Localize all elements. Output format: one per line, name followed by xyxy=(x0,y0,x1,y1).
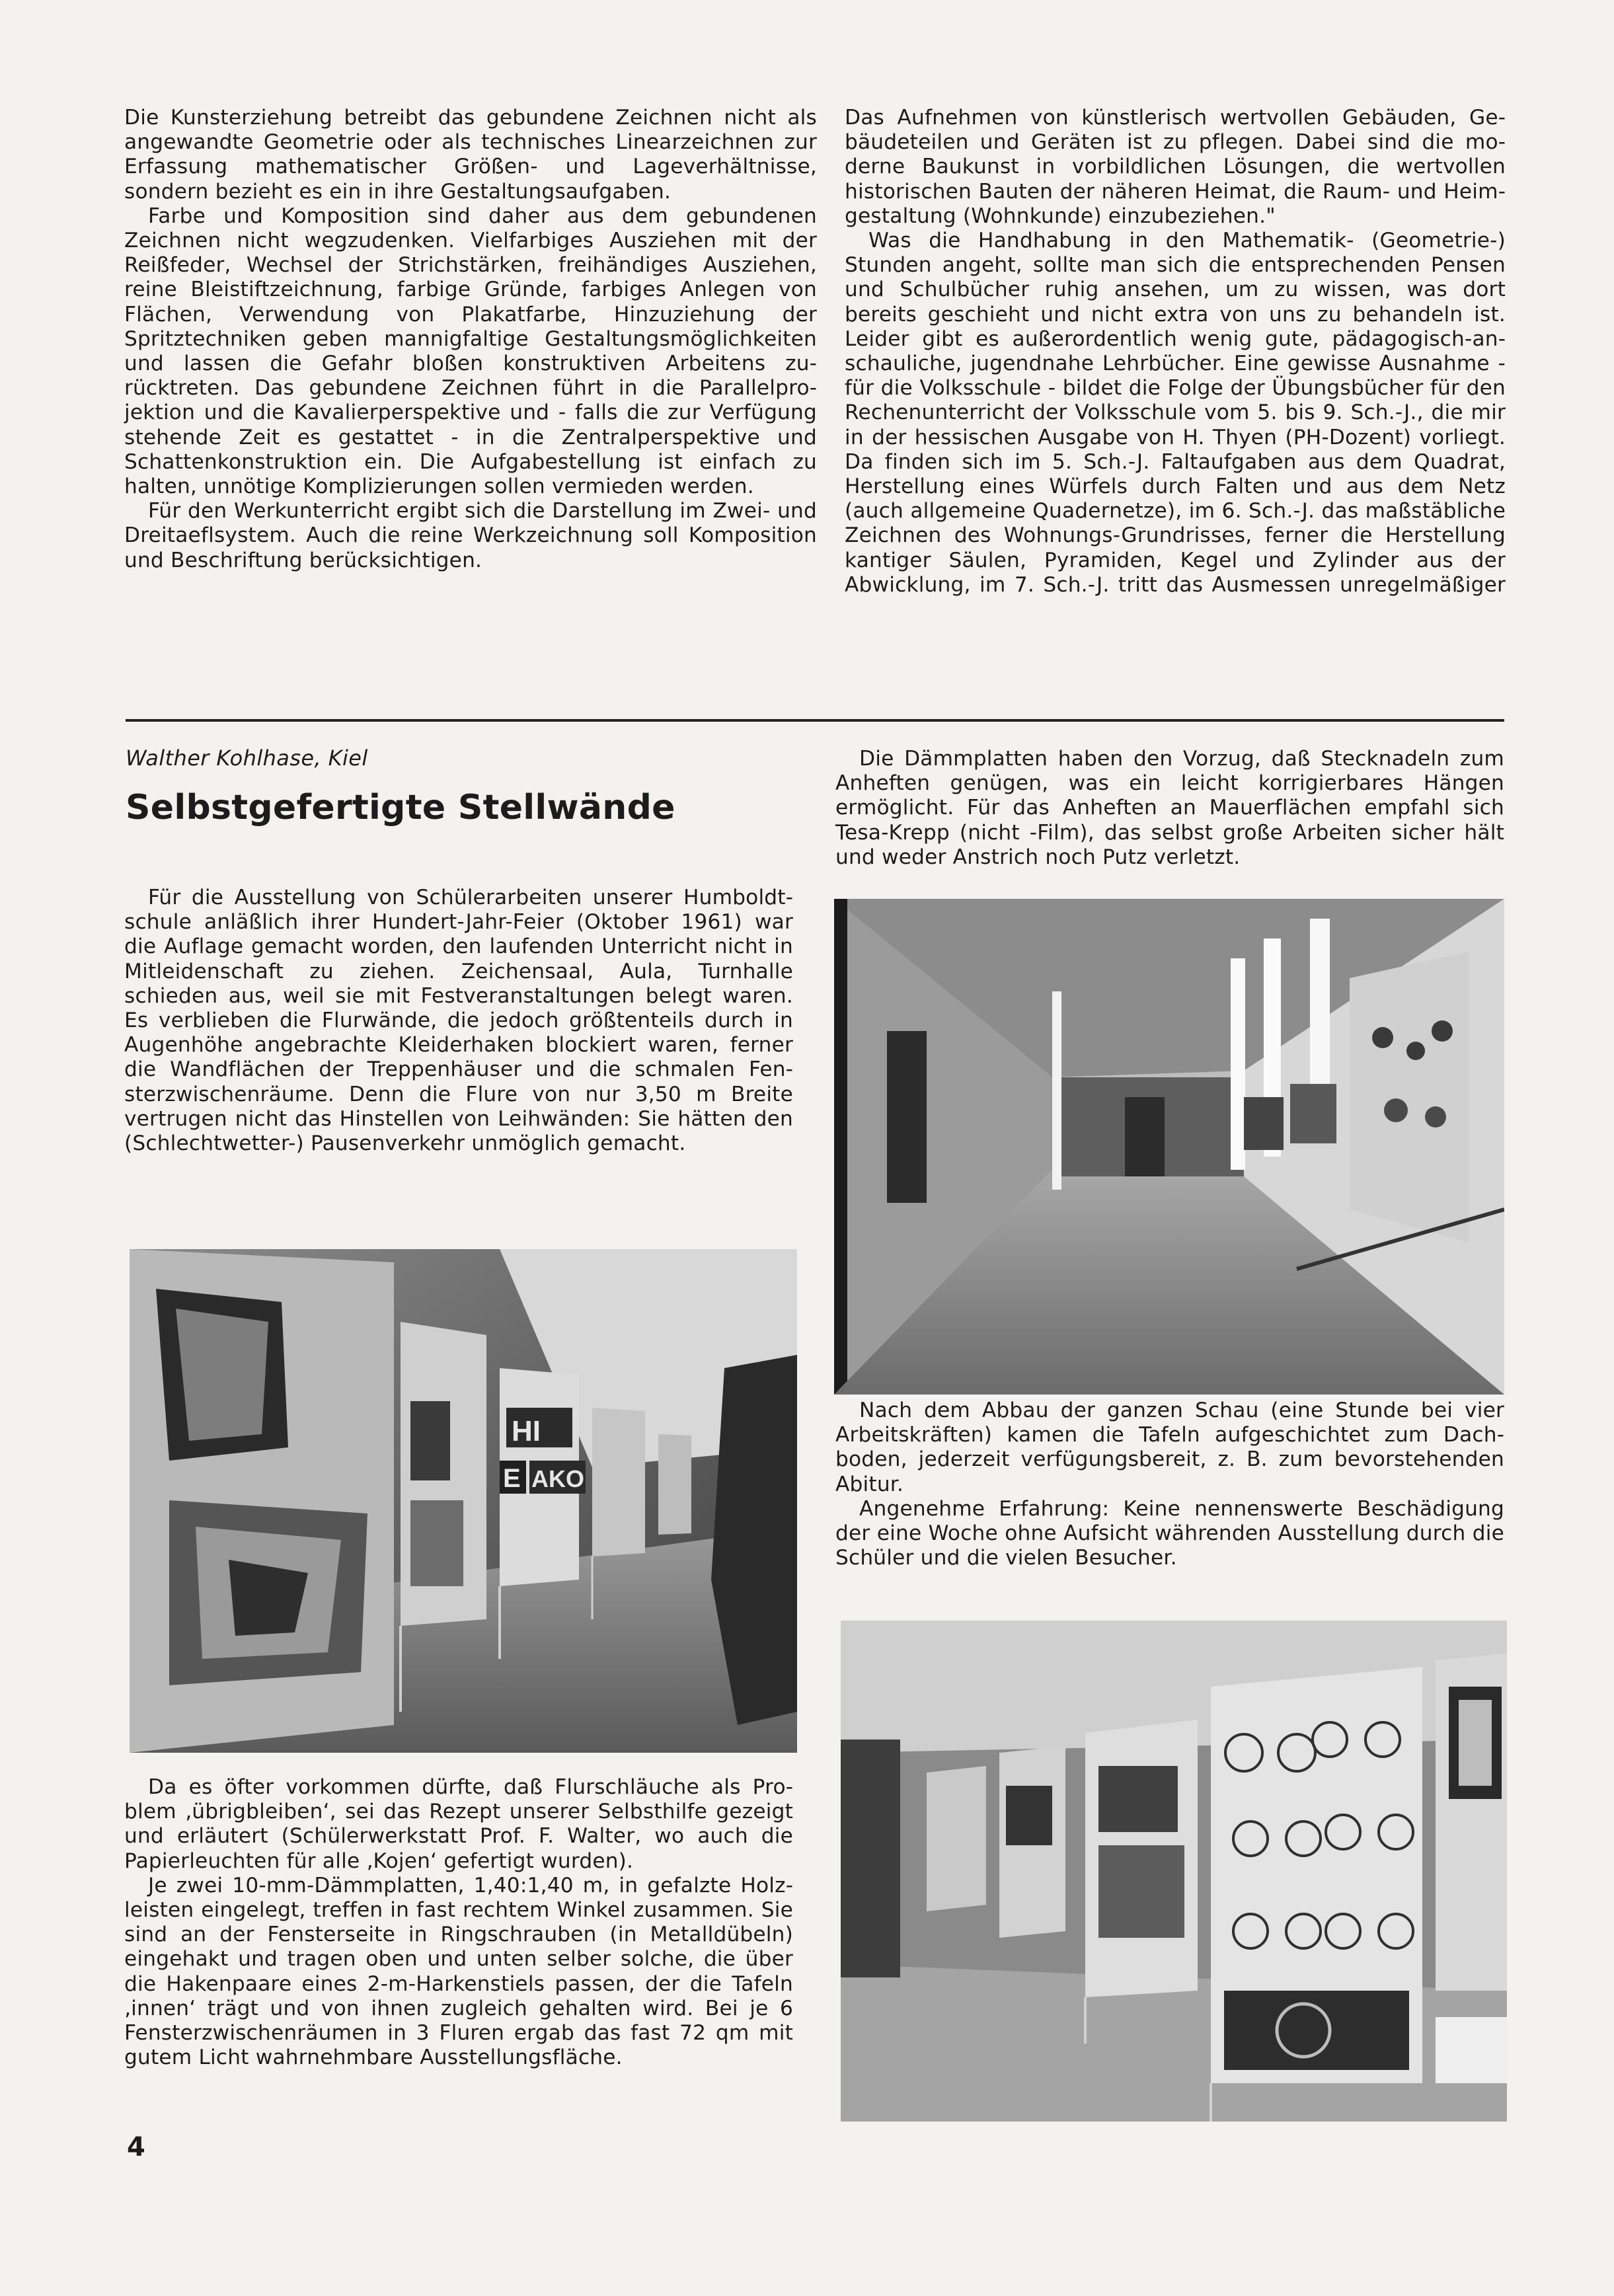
article-author: Walther Kohlhase, Kiel xyxy=(126,746,368,771)
paragraph: Je zwei 10-mm-Dämmplatten, 1,40:1,40 m, in gefalzte Holzleisten eingelegt, treffen in fast rechtem Winkel zusammen. Sie sind an der Fensterseite in Ringschrauben (in Metalldübeln) eingehakt und tragen oben und unten selber solche, die über die Hakenpaare eines 2-m-Harkenstiels passen, der die Tafeln ‚innen‘ trägt und von ihnen zugleich gehalten wird. Bei je 6 Fensterzwischenräumen in 3 Fluren ergab das fast 72 qm mit gutem Licht wahrnehmbare Ausstellungsfläche. xyxy=(124,1873,793,2070)
paragraph: Die Dämmplatten haben den Vorzug, daß Stecknadeln zum Anheften genügen, was ein leicht korrigierbares Hängen ermöglicht. Für das Anheften an Mauerflächen empfahl sich Tesa-Krepp (nicht -Film), das selbst große Arbeiten sicher hält und weder Anstrich noch Putz verletzt. xyxy=(835,747,1504,869)
paragraph: Angenehme Erfahrung: Keine nennenswerte Beschädigung der eine Woche ohne Aufsicht währenden Ausstellung durch die Schüler und die vielen Besucher. xyxy=(835,1496,1504,1570)
photo-illustration xyxy=(841,1621,1507,2122)
photo-long-corridor xyxy=(834,899,1504,1395)
photo-illustration xyxy=(834,899,1504,1395)
sign-text: AKO xyxy=(531,1465,584,1492)
paragraph: Für die Ausstellung von Schülerarbeiten unserer Humboldtschule anläßlich ihrer Hundert-Jahr-Feier (Oktober 1961) war die Auflage gemacht worden, den laufenden Unterricht nicht in Mitleidenschaft zu ziehen. Zeichensaal, Aula, Turnhalle schieden aus, weil sie mit Festveranstaltungen belegt waren. Es verblieben die Flurwände, die jedoch größtenteils durch in Augenhöhe angebrachte Kleiderhaken blockiert waren, ferner die Wandflächen der Treppenhäuser und die schmalen Fensterzwischenräume. Denn die Flure von nur 3,50 m Breite vertrugen nicht das Hinstellen von Leihwänden: Sie hätten den (Schlechtwetter-) Pausenverkehr unmöglich gemacht. xyxy=(124,886,793,1156)
article-right-column-lower xyxy=(835,1398,1504,1570)
paragraph: Die Kunsterziehung betreibt das gebundene Zeichnen nicht als angewandte Geometrie oder als technisches Linearzeichnen zur Erfassung mathematischer Größen- und Lageverhältnisse, sondern bezieht es ein in ihre Gestaltungsaufgaben. xyxy=(124,106,817,204)
sign-text: E xyxy=(503,1464,521,1493)
article-right-column-upper xyxy=(835,747,1504,870)
paragraph: Da es öfter vorkommen dürfte, daß Flurschläuche als Problem ‚übrigbleiben‘, sei das Rezept unserer Selbsthilfe gezeigt und erläutert (Schülerwerkstatt Prof. F. Walter, wo auch die Papierleuchten für alle ‚Kojen‘ gefertigt wurden). xyxy=(124,1775,793,1873)
page-number: 4 xyxy=(127,2132,145,2162)
paragraph: Nach dem Abbau der ganzen Schau (eine Stunde bei vier Arbeitskräften) kamen die Tafeln aufgeschichtet zum Dachboden, jederzeit verfügungsbereit, z. B. zum bevorstehenden Abitur. xyxy=(835,1398,1504,1496)
paragraph: Farbe und Komposition sind daher aus dem gebundenen Zeichnen nicht wegzudenken. Vielfarbiges Ausziehen mit der Reißfeder, Wechsel der Strichstärken, freihändiges Ausziehen, reine Bleistiftzeichnung, farbige Gründe, farbiges Anlegen von Flächen, Verwendung von Plakatfarbe, Hinzuziehung der Spritztechniken geben mannigfaltige Gestaltungsmöglichkeiten und lassen die Gefahr bloßen konstruktiven Arbeitens zurücktreten. Das gebundene Zeichnen führt in die Parallelprojektion und die Kavalierperspektive und - falls die zur Verfügung stehende Zeit es gestattet - in die Zentralperspektive und Schattenkonstruktion ein. Die Aufgabestellung ist einfach zu halten, unnötige Komplizierungen sollen vermieden werden. xyxy=(124,204,817,499)
paragraph: Was die Handhabung in den Mathematik- (Geometrie-) Stunden angeht, sollte man sich die entsprechenden Pensen und Schulbücher ruhig ansehen, um zu wissen, was dort bereits geschieht und nicht extra von uns zu behandeln ist. Leider gibt es außerordentlich wenig gute, pädagogisch-anschauliche, jugendnahe Lehrbücher. Eine gewisse Ausnahme - für die Volksschule - bildet die Folge der Übungsbücher für den Rechenunterricht der Volksschule vom 5. bis 9. Sch.-J., die mir in der hessischen Ausgabe von H. Thyen (PH-Dozent) vorliegt. Da finden sich im 5. Sch.-J. Faltaufgaben aus dem Quadrat, Herstellung eines Würfels durch Falten und aus dem Netz (auch allgemeine Quadernetze), im 6. Sch.-J. das maßstäbliche Zeichnen des Wohnungs-Grundrisses, ferner die Herstellung kantiger Säulen, Pyramiden, Kegel und Zylinder aus der Abwicklung, im 7. Sch.-J. tritt das Ausmessen unregelmäßiger xyxy=(845,229,1506,597)
paragraph: Das Aufnehmen von künstlerisch wertvollen Gebäuden, Gebäudeteilen und Geräten ist zu pflegen. Dabei sind die moderne Baukunst in vorbildlichen Lösungen, die wertvollen historischen Bauten der näheren Heimat, die Raum- und Heimgestaltung (Wohnkunde) einzubeziehen." xyxy=(845,106,1506,228)
photo-illustration xyxy=(130,1249,797,1753)
paragraph: Für den Werkunterricht ergibt sich die Darstellung im Zwei- und Dreitaeflsystem. Auch die reine Werkzeichnung soll Komposition und Beschriftung berücksichtigen. xyxy=(124,499,817,572)
top-right-column xyxy=(845,106,1506,597)
article-left-column-upper xyxy=(124,886,793,1156)
photo-exhibition-corridor-left xyxy=(130,1249,797,1753)
article-left-column-lower xyxy=(124,1775,793,2070)
photo-exhibition-bicycle-boards xyxy=(841,1621,1507,2122)
top-left-column xyxy=(124,106,817,573)
sign-text: HI xyxy=(512,1415,541,1447)
section-divider xyxy=(126,719,1504,722)
article-title: Selbstgefertigte Stellwände xyxy=(126,788,675,827)
